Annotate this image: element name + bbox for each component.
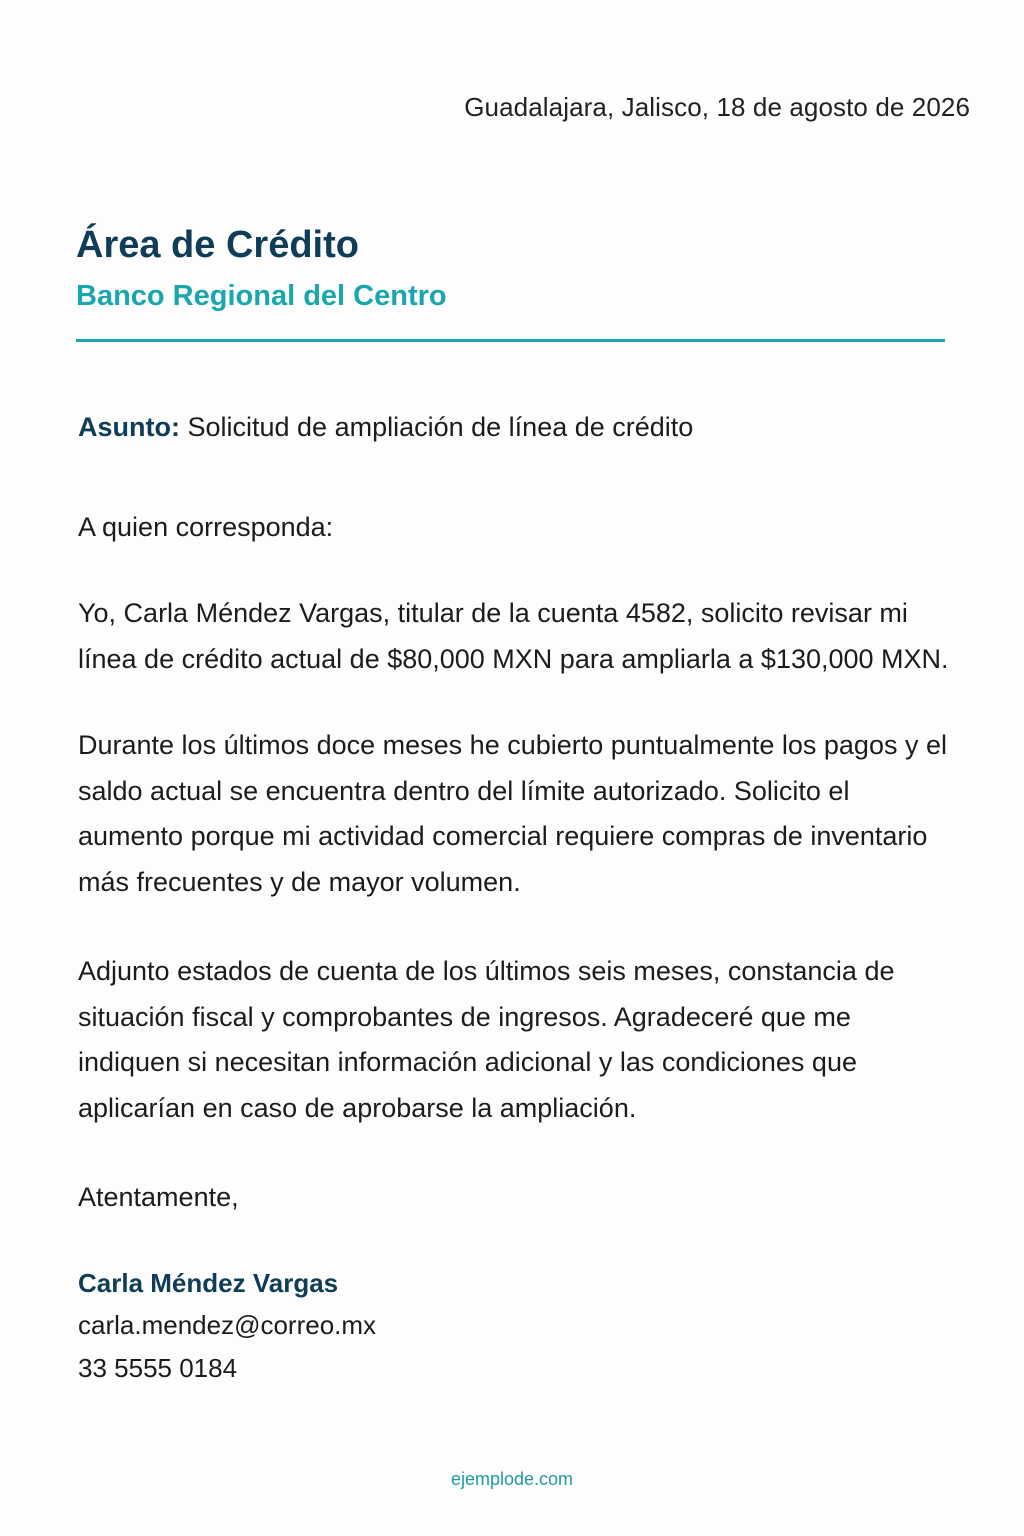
subject-label: Asunto: (78, 412, 180, 442)
greeting: A quien corresponda: (78, 512, 334, 542)
header-divider (76, 339, 945, 342)
signer-name: Carla Méndez Vargas (78, 1268, 339, 1298)
signer-phone: 33 5555 0184 (78, 1353, 238, 1383)
signer-email: carla.mendez@correo.mx (78, 1310, 377, 1340)
recipient-organization: Banco Regional del Centro (76, 280, 447, 312)
place-date: Guadalajara, Jalisco, 18 de agosto de 2026 (464, 92, 970, 122)
footer-site: ejemplode.com (450, 1469, 574, 1489)
body-paragraph-3: Adjunto estados de cuenta de los últimos seis meses, constancia de situación fiscal y comprobantes de ingresos. Agradeceré que me indiquen si necesitan información adicional y las condiciones que aplicarían en caso de aprobarse la ampliación. (78, 956, 895, 1123)
closing: Atentamente, (78, 1182, 239, 1212)
subject-text: Solicitud de ampliación de línea de crédito (179, 412, 694, 442)
subject-line (78, 412, 693, 443)
body-paragraph-2: Durante los últimos doce meses he cubierto puntualmente los pagos y el saldo actual se encuentra dentro del límite autorizado. Solicito el aumento porque mi actividad comercial requiere compras de inventario más frecuentes y de mayor volumen. (78, 730, 947, 897)
recipient-title: Área de Crédito (76, 224, 359, 266)
body-paragraph-1: Yo, Carla Méndez Vargas, titular de la cuenta 4582, solicito revisar mi línea de crédito actual de $80,000 MXN para ampliarla a $130,000 MXN. (78, 598, 949, 674)
